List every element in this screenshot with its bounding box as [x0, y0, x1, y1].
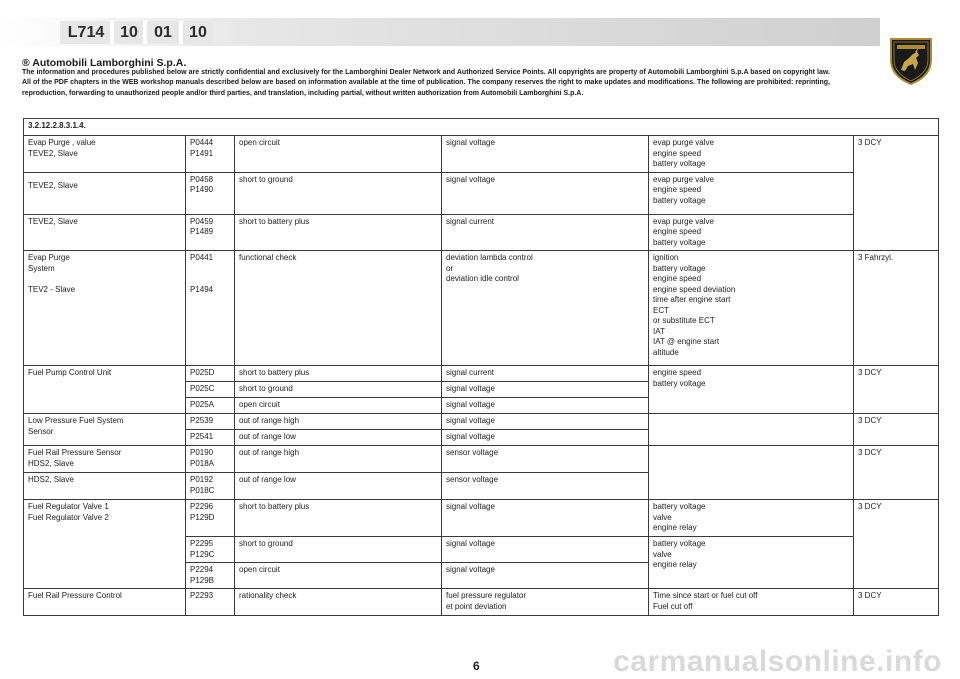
fault-type-cell: short to battery plus: [235, 214, 442, 251]
debounce-cell: 3 DCY: [854, 446, 939, 500]
signal-cell: signal voltage: [442, 430, 649, 446]
conditions-cell: evap purge valve engine speed battery voltage: [649, 136, 854, 173]
component-cell: HDS2, Slave: [24, 473, 186, 500]
fault-type-cell: open circuit: [235, 563, 442, 589]
signal-cell: sensor voltage: [442, 473, 649, 500]
revision-code: 10: [183, 21, 213, 44]
signal-cell: signal voltage: [442, 500, 649, 537]
signal-cell: fuel pressure regulator et point deviation: [442, 589, 649, 616]
signal-cell: signal voltage: [442, 563, 649, 589]
component-cell: Low Pressure Fuel System Sensor: [24, 414, 186, 446]
signal-cell: signal current: [442, 214, 649, 251]
table-row: [24, 500, 939, 537]
fault-type-cell: open circuit: [235, 136, 442, 173]
conditions-cell: ignition battery voltage engine speed engine speed deviation time after engine start ECT or substitute ECT IAT IAT @ engine start altitude: [649, 251, 854, 366]
company-name: ® Automobili Lamborghini S.p.A.: [22, 57, 187, 69]
fault-type-cell: short to battery plus: [235, 500, 442, 537]
signal-cell: signal voltage: [442, 398, 649, 414]
fault-type-cell: short to ground: [235, 172, 442, 214]
fault-code-cell: P2296 P129D: [186, 500, 235, 537]
fault-type-cell: out of range high: [235, 414, 442, 430]
debounce-cell: 3 DCY: [854, 136, 939, 251]
component-cell: Fuel Rail Pressure Sensor HDS2, Slave: [24, 446, 186, 473]
component-cell: TEVE2, Slave: [24, 214, 186, 251]
signal-cell: signal voltage: [442, 537, 649, 563]
signal-cell: deviation lambda control or deviation idle control: [442, 251, 649, 366]
confidentiality-notice: The information and procedures published below are strictly confidential and exclusively for the Lamborghini Dealer Network and Authorized Service Points. All copyrights are property of Automobili Lamborghini S.p.A based on copyright law. All of the PDF chapters in the WEB workshop manuals described below are based on information available at the time of publication. The company reserves the right to make updates and modifications. The following are prohibited: reprinting, reproduction, forwarding to unauthorized people and/or third parties, and translation, including partial, without written authorization from Automobili Lamborghini S.p.A.: [22, 69, 830, 97]
fault-code-cell: P0444 P1491: [186, 136, 235, 173]
watermark: carmanualsonline.info: [613, 645, 942, 678]
fault-code-cell: P2294 P129B: [186, 563, 235, 589]
fault-code-cell: P0441 P1494: [186, 251, 235, 366]
table-row: [24, 214, 939, 251]
conditions-cell: Time since start or fuel cut off Fuel cut off: [649, 589, 854, 616]
signal-cell: signal voltage: [442, 136, 649, 173]
fault-type-cell: rationality check: [235, 589, 442, 616]
fault-code-cell: P2293: [186, 589, 235, 616]
fault-code-cell: P2541: [186, 430, 235, 446]
model-code: L714: [60, 21, 112, 44]
lamborghini-bull-shield-icon: [888, 36, 934, 86]
fault-type-cell: out of range high: [235, 446, 442, 473]
signal-cell: sensor voltage: [442, 446, 649, 473]
signal-cell: signal voltage: [442, 382, 649, 398]
signal-cell: signal voltage: [442, 172, 649, 214]
conditions-cell: evap purge valve engine speed battery voltage: [649, 172, 854, 214]
fault-code-cell: P025D: [186, 366, 235, 382]
fault-code-cell: P0458 P1490: [186, 172, 235, 214]
component-cell: Fuel Rail Pressure Control: [24, 589, 186, 616]
table-row: [24, 251, 939, 366]
page-number: 6: [473, 659, 480, 673]
fault-code-cell: P2539: [186, 414, 235, 430]
fault-code-cell: P0459 P1489: [186, 214, 235, 251]
conditions-cell: engine speed battery voltage: [649, 366, 854, 414]
table-row: [24, 172, 939, 214]
debounce-cell: 3 Fahrzyl.: [854, 251, 939, 366]
debounce-cell: 3 DCY: [854, 500, 939, 589]
fault-type-cell: functional check: [235, 251, 442, 366]
table-row: [24, 589, 939, 616]
subgroup-code: 01: [147, 21, 179, 44]
table-row: [24, 414, 939, 430]
fault-code-cell: P0192 P018C: [186, 473, 235, 500]
conditions-cell: battery voltage valve engine relay: [649, 537, 854, 589]
section-number: 3.2.12.2.8.3.1.4.: [24, 119, 939, 136]
debounce-cell: 3 DCY: [854, 366, 939, 414]
table-row: [24, 366, 939, 382]
signal-cell: signal voltage: [442, 414, 649, 430]
conditions-cell: evap purge valve engine speed battery voltage: [649, 214, 854, 251]
fault-type-cell: short to battery plus: [235, 366, 442, 382]
fault-code-cell: P025C: [186, 382, 235, 398]
conditions-cell: battery voltage valve engine relay: [649, 500, 854, 537]
fault-type-cell: out of range low: [235, 473, 442, 500]
fault-code-cell: P025A: [186, 398, 235, 414]
component-cell: Evap Purge System TEV2 - Slave: [24, 251, 186, 366]
fault-type-cell: short to ground: [235, 382, 442, 398]
conditions-cell: [649, 446, 854, 500]
fault-type-cell: short to ground: [235, 537, 442, 563]
component-cell: Fuel Regulator Valve 1 Fuel Regulator Valve 2: [24, 500, 186, 589]
component-cell: Fuel Pump Control Unit: [24, 366, 186, 414]
diagnostic-table: [23, 118, 939, 616]
component-cell: Evap Purge , value TEVE2, Slave: [24, 136, 186, 173]
table-row: [24, 446, 939, 473]
component-cell: TEVE2, Slave: [24, 172, 186, 214]
conditions-cell: [649, 414, 854, 446]
group-code: 10: [114, 21, 144, 44]
signal-cell: signal current: [442, 366, 649, 382]
debounce-cell: 3 DCY: [854, 414, 939, 446]
fault-type-cell: out of range low: [235, 430, 442, 446]
fault-code-cell: P2295 P129C: [186, 537, 235, 563]
fault-type-cell: open circuit: [235, 398, 442, 414]
debounce-cell: 3 DCY: [854, 589, 939, 616]
section-header-row: [24, 119, 939, 136]
fault-code-cell: P0190 P018A: [186, 446, 235, 473]
table-row: [24, 136, 939, 173]
